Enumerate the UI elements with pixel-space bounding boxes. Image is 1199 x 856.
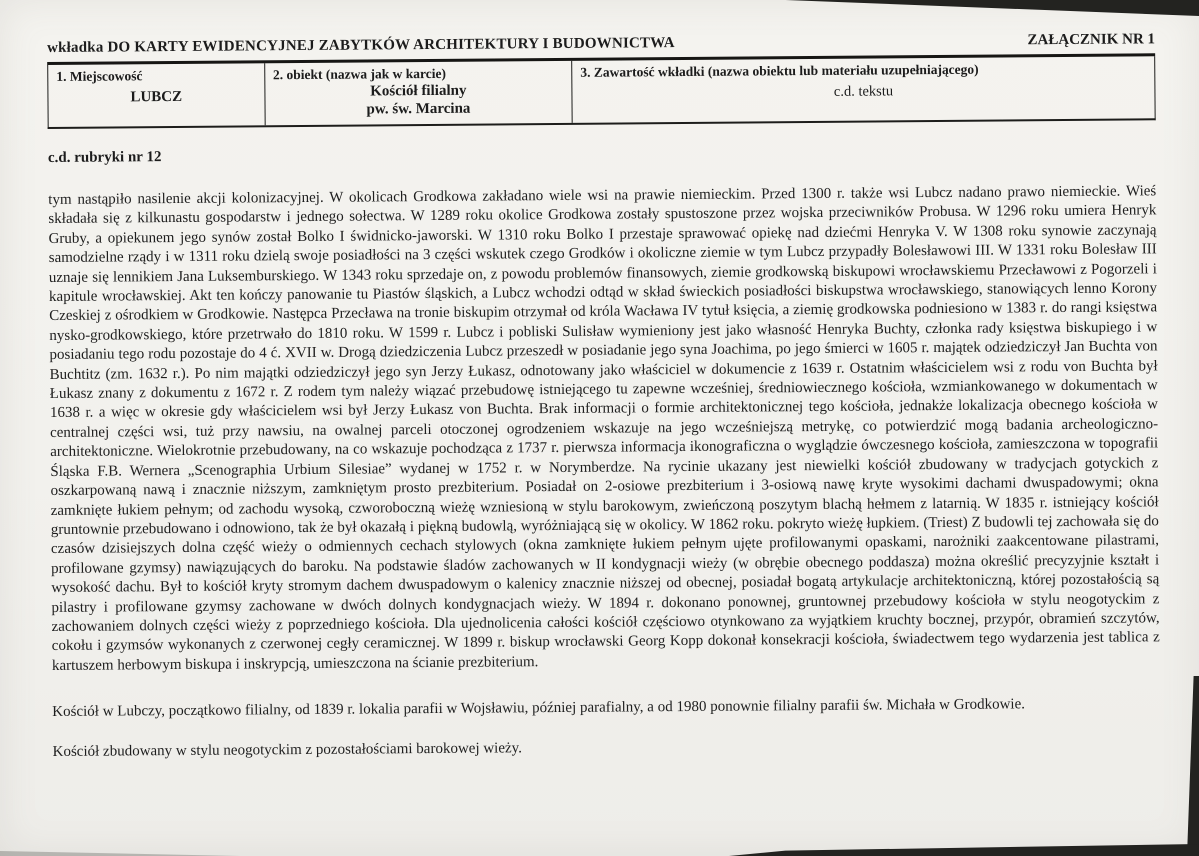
- locality-label: 1. Miejscowość: [56, 68, 143, 84]
- table-cell-locality: [48, 63, 264, 127]
- object-name-line1: Kościół filialny: [370, 82, 467, 100]
- scan-edge-artifact-bottom: [729, 844, 1199, 856]
- locality-value: LUBCZ: [130, 88, 183, 106]
- scan-edge-artifact-bottom-left: [0, 851, 240, 856]
- table-cell-object: [264, 61, 572, 125]
- history-main-paragraph: tym nastąpiło nasilenie akcji kolonizacyjnej. W okolicach Grodkowa zakładano wiele wsi na prawie niemieckim. Przed 1300 r. także wsi Lubcz nadano prawo niemieckie. Wieś składała się z kilkunastu gospodarstw i jednego sołectwa. W 1289 roku okolice Grodkowa zostały spustoszone przez wojska przeciwników Probusa. W 1296 roku umiera Henryk Gruby, a opiekunem jego synów został Bolko I świdnicko-jaworski. W 1310 roku Bolko I przestaje sprawować opiekę nad dziećmi Henryka V. W 1308 roku synowie zaczynają samodzielne rządy i w 1311 roku dzielą swoje posiadłości na 3 części wskutek czego Grodków i okoliczne ziemie w tym Lubcz przypadły Bolesławowi III. W 1331 roku Bolesław III uznaje się lennikiem Jana Luksemburskiego. W 1343 roku sprzedaje on, z powodu problemów finansowych, ziemie grodkowską biskupowi wrocławskiemu Przecławowi z Pogorzeli i kapitule wrocławskiej. Akt ten kończy panowanie tu Piastów śląskich, a Lubcz wchodzi odtąd w skład świeckich posiadłości biskupstwa wrocławskiego, stanowiących lenno Korony Czeskiej z ośrodkiem w Grodkowie. Następca Przecława na tronie biskupim otrzymał od króla Wacława IV tytuł księcia, a ziemię grodkowska podniesiono w 1383 r. do rangi księstwa nysko-grodkowskiego, które przetrwało do 1810 roku. W 1599 r. Lubcz i pobliski Sulisław wymieniony jest jako własność Henryka Buchty, członka rady księstwa biskupiego i w posiadaniu tego rodu pozostaje do 4 ć. XVII w. Drogą dziedziczenia Lubcz przeszedł w posiadanie jego syna Joachima, po jego śmierci w 1605 r. majątek odziedziczył Jan Buchta von Buchtitz (zm. 1632 r.). Po nim majątki odziedziczył jego syn Jerzy Łukasz, odnotowany jako właściciel w dokumencie z 1639 r. Ostatnim właścicielem wsi z rodu von Buchta był Łukasz znany z dokumentu z 1672 r. Z rodem tym należy wiązać przebudowę istniejącego tu zapewne wcześniej, średniowiecznego kościoła, wzmiankowanego w dokumentach w 1638 r. a więc w okresie gdy właścicielem wsi był Jerzy Łukasz von Buchta. Brak informacji o formie architektonicznej tego kościoła, jednakże lokalizacja obecnego kościoła w centralnej części wsi, tuż przy nawsiu, na owalnej parceli otoczonej ogrodzeniem wskazuje na jego wcześniejszą metrykę, co potwierdzić mogą badania archeologiczno-architektoniczne. Wielokrotnie przebudowany, na co wskazuje pochodząca z 1737 r. pierwsza informacja ikonograficzna o wyglądzie ówczesnego kościoła, zamieszczona w topografii Śląska F.B. Wernera „Scenographia Urbium Silesiae” wydanej w 1752 r. w Norymberdze. Na rycinie ukazany jest niewielki kościół zbudowany w tradycjach gotyckich z oszkarpowaną nawą i znacznie niższym, zamkniętym prosto prezbiterium. Posiadał on 2-osiowe prezbiterium i 3-osiową nawę kryte wysokimi dachami dwuspadowymi; okna zamknięte łukiem pełnym; od zachodu wysoką, czworoboczną wieżę wzniesioną w stylu barokowym, zwieńczoną poszytym blachą hełmem z latarnią. W 1835 r. istniejący kościół gruntownie przebudowano i odnowiono, tak że był okazałą i piękną budowlą, wyróżniającą się w okolicy. W 1862 roku. pokryto wieżę łupkiem. (Triest) Z budowli tej zachowała się do czasów dzisiejszych dolna część wieży o odmiennych cechach stylowych (okna zamknięte łukiem pełnym ujęte profilowanymi opaskami, narożniki zaakcentowane pilastrami, profilowane gzymsy) nawiązujących do baroku. Na podstawie śladów zachowanych w II kondygnacji wieży (w obrębie obecnego poddasza) można określić precyzyjnie kształt i wysokość dachu. Był to kościół kryty stromym dachem dwuspadowym o kalenicy znacznie niższej od obecnej, posiadał bogatą artykulacje architektoniczną, której pozostałością są pilastry i profilowane gzymsy zachowane w dwóch dolnych kondygnacjach wieży. W 1894 r. dokonano ponownej, gruntownej przebudowy kościoła w stylu neogotyckim z zachowaniem dolnych części wieży z poprzedniego kościoła. Dla ujednolicenia całości kościół częściowo otynkowano za wyjątkiem kruchty bocznej, przypór, obramień szczytów, cokołu i gzymsów wykonanych z czerwonej cegły ceramicznej. W 1899 r. biskup wrocławski Georg Kopp dokonał konsekracji kościoła, świadectwem tego wydarzenia jest tablica z kartuszem herbowym biskupa i inskrypcją, umieszczona na ścianie prezbiterium.: [48, 183, 1160, 674]
- scan-edge-artifact-right: [1187, 676, 1199, 856]
- style-summary-paragraph: Kościół zbudowany w stylu neogotyckim z pozostałościami barokowej wieży.: [52, 739, 522, 760]
- document-title: wkładka DO KARTY EWIDENCYJNEJ ZABYTKÓW ARCHITEKTURY I BUDOWNICTWA: [47, 35, 675, 56]
- object-label: 2. obiekt (nazwa jak w karcie): [272, 65, 446, 83]
- insert-contents-value: c.d. tekstu: [833, 83, 894, 100]
- scan-edge-artifact-top-right: [759, 0, 1199, 16]
- identification-table: [47, 56, 1155, 129]
- table-cell-insert-contents: [571, 56, 1154, 123]
- object-name-line2: pw. św. Marcina: [366, 100, 471, 118]
- insert-contents-label: 3. Zawartość wkładki (nazwa obiektu lub materiału uzupełniającego): [580, 61, 979, 80]
- section-heading: c.d. rubryki nr 12: [47, 149, 162, 166]
- parish-status-paragraph: Kościół w Lubczy, początkowo filialny, od 1839 r. lokalia parafii w Wojsławiu, później parafialny, a od 1980 ponownie filialny parafii św. Michała w Grodkowie.: [52, 696, 1026, 721]
- document-content: [47, 31, 1161, 762]
- attachment-number-label: ZAŁĄCZNIK NR 1: [1027, 31, 1156, 49]
